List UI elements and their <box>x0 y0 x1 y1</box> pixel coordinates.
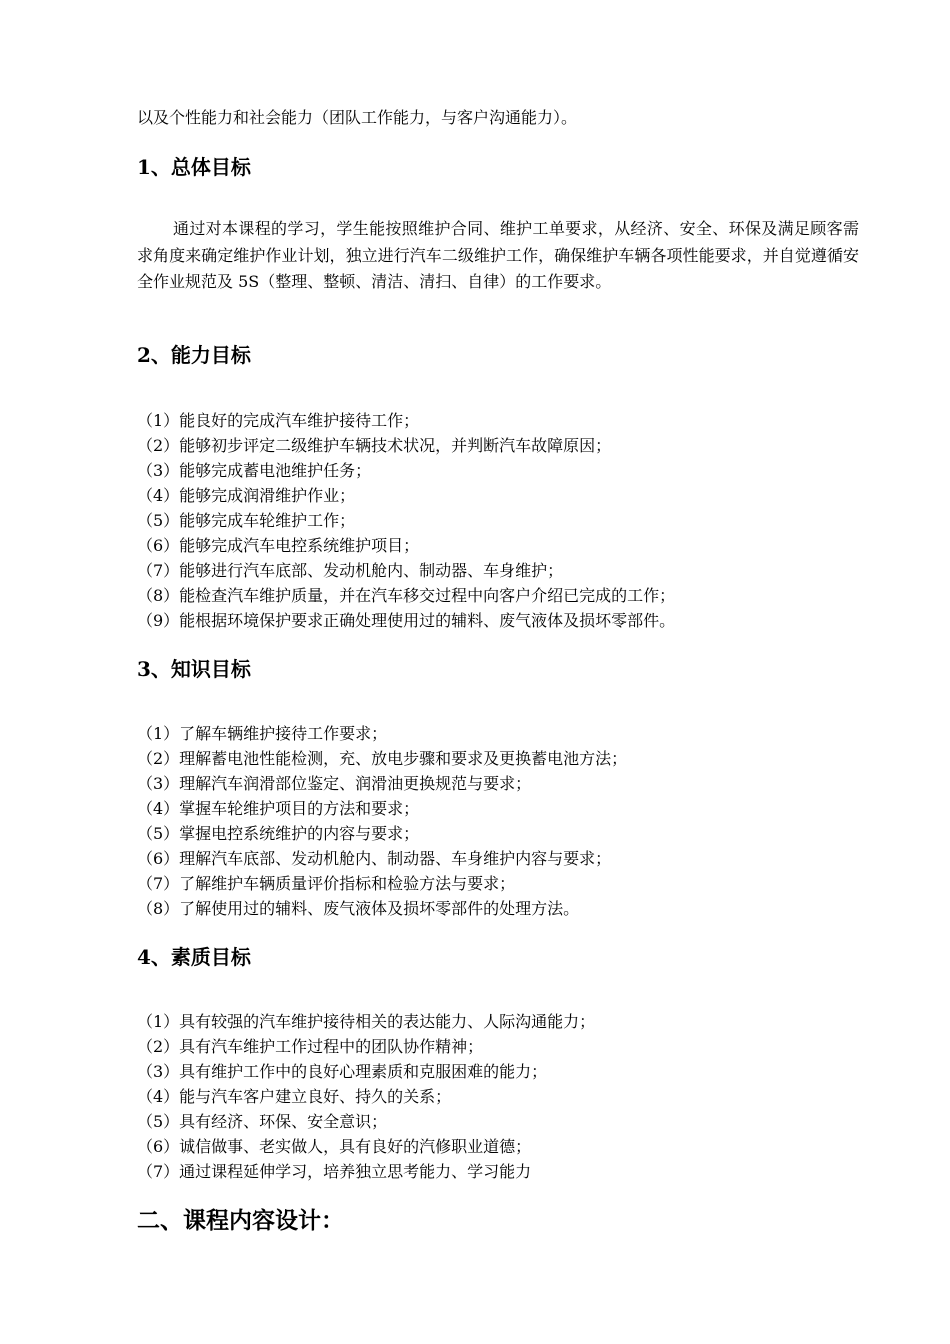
list-item: （1）了解车辆维护接待工作要求； <box>137 724 388 743</box>
list-item: （9）能根据环境保护要求正确处理使用过的辅料、废气液体及损坏零部件。 <box>137 611 676 630</box>
list-item: （4）能与汽车客户建立良好、持久的关系； <box>137 1087 452 1106</box>
list-item: （6）诚信做事、老实做人，具有良好的汽修职业道德； <box>137 1137 532 1156</box>
list-item: （5）掌握电控系统维护的内容与要求； <box>137 824 420 843</box>
list-item: （8）能检查汽车维护质量，并在汽车移交过程中向客户介绍已完成的工作； <box>137 586 676 605</box>
ability-goal-list <box>137 408 675 633</box>
list-item: （1）能良好的完成汽车维护接待工作； <box>137 411 420 430</box>
overall-goal-paragraph: 通过对本课程的学习，学生能按照维护合同、维护工单要求，从经济、安全、环保及满足顾客需求角度来确定维护作业计划，独立进行汽车二级维护工作，确保维护车辆各项性能要求，并自觉遵循安全作业规范及 5S（整理、整顿、清洁、清扫、自律）的工作要求。 <box>137 219 859 291</box>
knowledge-goal-list <box>137 721 627 921</box>
list-item: （8）了解使用过的辅料、废气液体及损坏零部件的处理方法。 <box>137 899 580 918</box>
heading-course-content-design: 二、课程内容设计： <box>137 1207 344 1234</box>
list-item: （3）具有维护工作中的良好心理素质和克服困难的能力； <box>137 1062 548 1081</box>
list-item: （3）理解汽车润滑部位鉴定、润滑油更换规范与要求； <box>137 774 532 793</box>
list-item: （7）了解维护车辆质量评价指标和检验方法与要求； <box>137 874 516 893</box>
heading-knowledge-goal: 3、知识目标 <box>137 657 251 681</box>
heading-ability-goal: 2、能力目标 <box>137 343 251 367</box>
list-item: （2）能够初步评定二级维护车辆技术状况，并判断汽车故障原因； <box>137 436 612 455</box>
quality-goal-list <box>137 1009 595 1184</box>
list-item: （4）能够完成润滑维护作业； <box>137 486 356 505</box>
list-item: （5）具有经济、环保、安全意识； <box>137 1112 388 1131</box>
heading-overall-goal: 1、总体目标 <box>137 155 251 179</box>
list-item: （2）理解蓄电池性能检测，充、放电步骤和要求及更换蓄电池方法； <box>137 749 628 768</box>
list-item: （7）通过课程延伸学习，培养独立思考能力、学习能力 <box>137 1162 532 1181</box>
list-item: （4）掌握车轮维护项目的方法和要求； <box>137 799 420 818</box>
list-item: （3）能够完成蓄电池维护任务； <box>137 461 372 480</box>
list-item: （5）能够完成车轮维护工作； <box>137 511 356 530</box>
list-item: （1）具有较强的汽车维护接待相关的表达能力、人际沟通能力； <box>137 1012 596 1031</box>
intro-line: 以及个性能力和社会能力（团队工作能力，与客户沟通能力）。 <box>137 108 578 127</box>
list-item: （6）能够完成汽车电控系统维护项目； <box>137 536 420 555</box>
list-item: （7）能够进行汽车底部、发动机舱内、制动器、车身维护； <box>137 561 564 580</box>
list-item: （6）理解汽车底部、发动机舱内、制动器、车身维护内容与要求； <box>137 849 612 868</box>
heading-quality-goal: 4、素质目标 <box>137 945 251 969</box>
list-item: （2）具有汽车维护工作过程中的团队协作精神； <box>137 1037 484 1056</box>
